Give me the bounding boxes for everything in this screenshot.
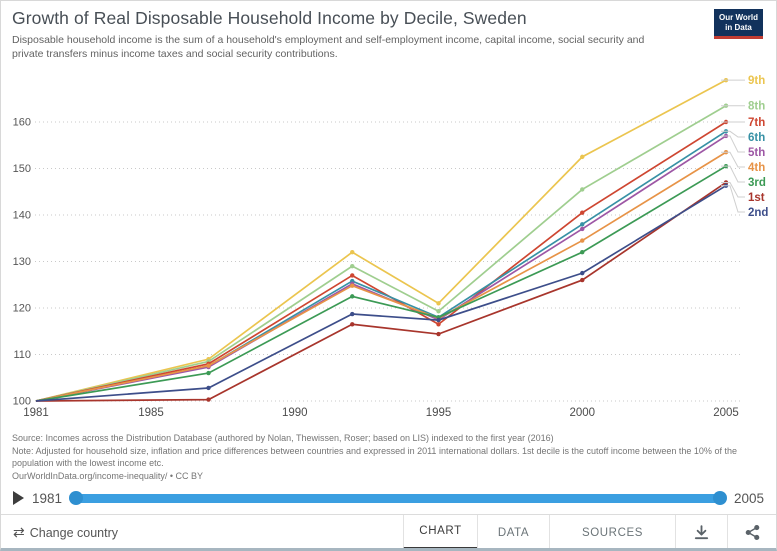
y-axis-label-140: 140 [12, 209, 31, 222]
owid-logo-line2: in Data [725, 23, 752, 32]
page-title: Growth of Real Disposable Household Income by Decile, Sweden [12, 8, 527, 28]
x-axis-label-2005: 2005 [713, 407, 739, 419]
data-point-6th-2000[interactable] [580, 222, 584, 226]
legend-connector-3rd [721, 166, 745, 182]
ccby-text: OurWorldInData.org/income-inequality/ • CC BY [12, 470, 204, 481]
line-chart-plot[interactable] [1, 59, 777, 431]
legend-label-1st[interactable]: 1st [748, 192, 765, 204]
timeline-handle-start[interactable] [69, 491, 83, 505]
timeline-handle-end[interactable] [713, 491, 727, 505]
legend-label-4th[interactable]: 4th [748, 162, 766, 174]
legend-label-6th[interactable]: 6th [748, 132, 766, 144]
x-axis-label-1985: 1985 [138, 407, 164, 419]
swap-icon: ⇄ [13, 524, 25, 540]
legend-connector-5th [721, 136, 745, 152]
data-point-7th-1992[interactable] [350, 273, 354, 277]
data-point-2nd-1995[interactable] [436, 318, 440, 322]
data-point-2nd-1987[interactable] [206, 386, 210, 390]
data-point-4th-1987[interactable] [206, 363, 210, 367]
data-point-5th-2000[interactable] [580, 227, 584, 231]
data-point-1st-1987[interactable] [206, 397, 210, 401]
data-point-9th-1995[interactable] [436, 301, 440, 305]
legend-label-7th[interactable]: 7th [748, 117, 766, 129]
legend-label-2nd[interactable]: 2nd [748, 207, 769, 219]
chart-header [1, 1, 776, 61]
timeline-end-year: 2005 [733, 490, 764, 506]
data-point-3rd-1992[interactable] [350, 294, 354, 298]
data-point-1st-1995[interactable] [436, 332, 440, 336]
series-line-4th[interactable] [36, 152, 726, 401]
y-axis-label-130: 130 [12, 256, 31, 268]
data-point-3rd-1987[interactable] [206, 371, 210, 375]
footer-bar [1, 514, 776, 550]
legend-label-3rd[interactable]: 3rd [748, 177, 766, 189]
data-point-8th-2000[interactable] [580, 187, 584, 191]
x-axis-label-2000: 2000 [569, 407, 596, 419]
owid-logo-line1: Our World [719, 13, 758, 22]
change-country-button[interactable] [1, 515, 403, 550]
change-country-label: Change country [29, 525, 118, 540]
x-axis-label-1995: 1995 [425, 407, 452, 419]
data-point-2nd-1992[interactable] [350, 312, 354, 316]
x-axis-label-1990: 1990 [281, 407, 308, 419]
data-point-9th-1992[interactable] [350, 250, 354, 254]
legend-connector-2nd [721, 186, 745, 212]
data-point-8th-1995[interactable] [436, 309, 440, 313]
timeline-slider[interactable] [72, 494, 724, 503]
data-point-7th-2000[interactable] [580, 210, 584, 214]
series-line-9th[interactable] [36, 80, 726, 401]
y-axis-label-110: 110 [13, 349, 31, 361]
legend-label-9th[interactable]: 9th [748, 75, 766, 88]
series-line-6th[interactable] [36, 131, 726, 401]
data-point-4th-1992[interactable] [350, 283, 354, 287]
footer-tabs [403, 515, 675, 550]
share-icon [744, 524, 761, 541]
x-axis-label-1981: 1981 [23, 407, 49, 419]
legend-label-5th[interactable]: 5th [748, 147, 766, 159]
tab-data[interactable]: DATA [477, 515, 549, 550]
y-axis-label-120: 120 [12, 302, 31, 315]
download-button[interactable] [675, 515, 727, 550]
y-axis-label-150: 150 [12, 163, 31, 175]
source-text: Source: Incomes across the Distribution Database (authored by Nolan, Thewissen, Roser; based on LIS) indexed to the first year (2016) [12, 433, 554, 443]
note-text: Note: Adjusted for household size, inflation and price differences between countries and expressed in 2011 international dollars. 1st decile is the cutoff income between the 10% of the population with the lowest income etc. [12, 445, 737, 468]
data-point-4th-2000[interactable] [580, 238, 584, 242]
legend-label-8th[interactable]: 8th [748, 100, 766, 113]
data-point-2nd-2000[interactable] [580, 271, 584, 275]
chart-footnote [12, 433, 762, 484]
y-axis-label-100: 100 [12, 395, 31, 408]
tab-chart[interactable]: CHART [403, 515, 477, 550]
share-button[interactable] [727, 515, 776, 550]
data-point-7th-1995[interactable] [436, 322, 440, 326]
tab-sources[interactable]: SOURCES [549, 515, 675, 550]
y-axis-label-160: 160 [12, 116, 31, 129]
data-point-9th-2000[interactable] [580, 155, 584, 159]
owid-logo[interactable] [714, 9, 763, 39]
timeline-start-year: 1981 [32, 490, 63, 506]
play-icon[interactable] [13, 491, 24, 505]
data-point-3rd-2000[interactable] [580, 250, 584, 254]
data-point-8th-1992[interactable] [350, 264, 354, 268]
data-point-1st-2000[interactable] [580, 278, 584, 282]
data-point-1st-1992[interactable] [350, 322, 354, 326]
chart-subtitle: Disposable household income is the sum of a household's employment and self-employment income, capital income, social security and private transfers minus income taxes and social security contributions. [12, 34, 645, 61]
series-line-3rd[interactable] [36, 166, 726, 401]
timeline-control [1, 483, 776, 513]
download-icon [693, 524, 710, 541]
